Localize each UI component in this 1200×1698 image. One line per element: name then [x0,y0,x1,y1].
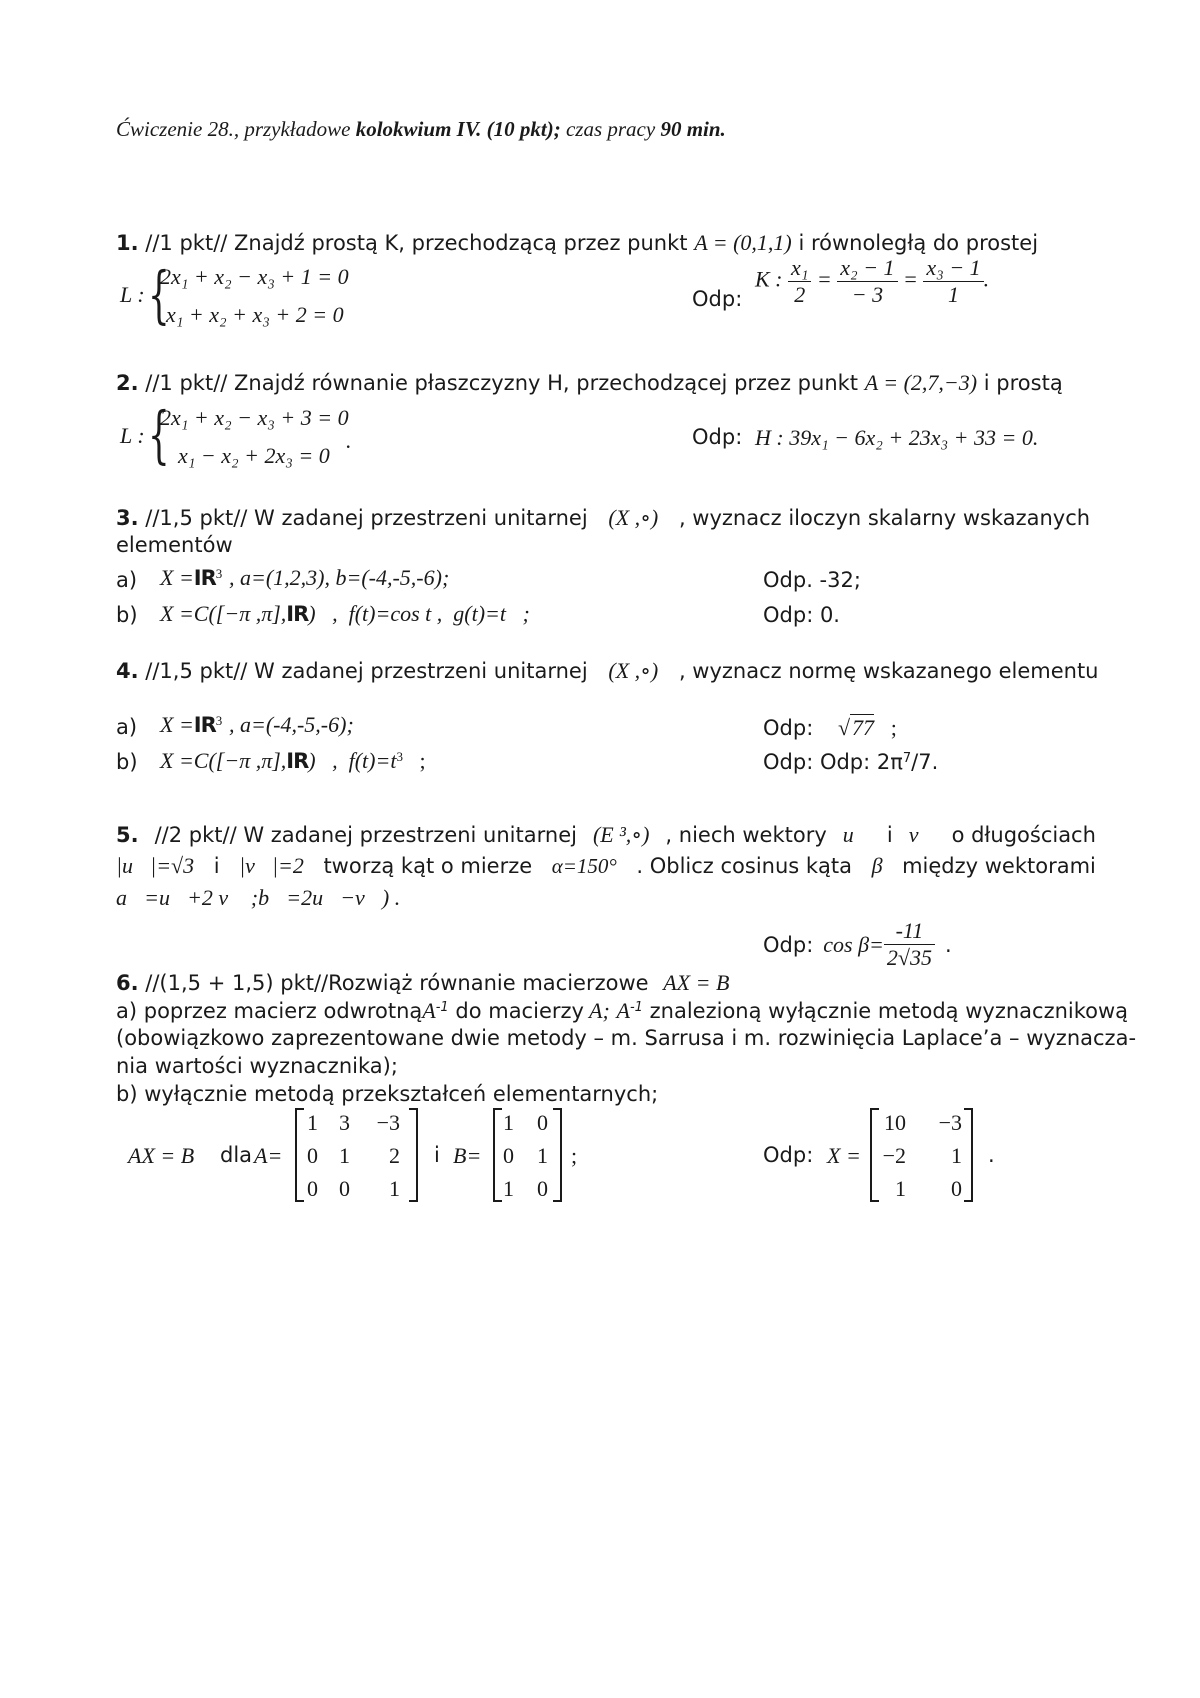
problem-6-answer-label: Odp: [763,1143,814,1167]
matrix-a-cell: 0 [307,1143,318,1168]
answer-text: Odp: Odp: 2π [763,750,903,774]
problem-2-equation-2: x₁ − x₂ + 2x₃ = 0 [178,443,330,468]
problem-6-line-a2: (obowiązkowo zaprezentowane dwie metody – m. Sarrusa i m. rozwinięcia Laplace’a – wyznacza- [116,1026,1137,1050]
matrix-a-cell: 1 [339,1143,350,1168]
problem-6-line-a3: nia wartości wyznacznika); [116,1054,398,1078]
title-time: 90 min. [660,117,726,141]
problem-5-text-f: między wektorami [902,854,1096,878]
matrix-a-cell: 1 [307,1110,318,1135]
functions: ) , f(t)=cos t , g(t)=t ; [308,601,530,626]
matrix-x-cell: 1 [951,1143,962,1168]
fraction-denominator: 2√35 [886,945,932,970]
function-space: X =C([−π ,π], [160,748,287,773]
matrix-a-right-bracket [409,1108,418,1202]
problem-2-dot: . [346,428,352,453]
problem-3-text: //1,5 pkt// W zadanej przestrzeni unitarnej [145,506,588,530]
answer-line-label: K : [755,266,783,292]
problem-1-tail: i równoległą do prostej [798,231,1039,255]
problem-5-text-d: tworzą kąt o mierze [323,854,533,878]
problem-5-text-a: //2 pkt// W zadanej przestrzeni unitarnej [154,823,577,847]
equals-2: = [903,266,918,292]
matrix-b-right-bracket [553,1108,562,1202]
vector-v: v⃗ [908,822,936,847]
angle-alpha: α=150° [551,854,617,878]
matrix-x-cell: −3 [938,1110,962,1135]
inverse-exponent-2: -1 [629,999,643,1015]
matrix-x-cell: −2 [882,1143,906,1168]
matrix-a-cell: 0 [307,1176,318,1201]
title-bold: kolokwium IV. (10 pkt); [355,117,561,141]
matrix-a-cell: 1 [389,1176,400,1201]
frac-2-den: − 3 [851,282,884,307]
problem-5-text-b: , niech wektory [665,823,827,847]
problem-3b-answer: Odp: 0. [763,603,840,627]
word-i: i [434,1143,440,1167]
matrix-a-cell: −3 [376,1110,400,1135]
problem-4a-answer [763,715,897,741]
problem-3a-expression [160,565,449,591]
space-x: X = [160,565,194,590]
problem-5-text-e: . Oblicz cosinus kąta [636,854,853,878]
problem-1-point: A = (0,1,1) [694,230,792,255]
problem-4b-answer [763,750,938,774]
problem-5-number: 5. [116,823,139,847]
problem-2-text: //1 pkt// Znajdź równanie płaszczyzny H, przechodzącej przez punkt [145,371,859,395]
frac-3-den: 1 [948,282,960,307]
problem-5-answer [763,918,952,971]
vector-u: u⃗ [842,822,871,847]
problem-3-tail: , wyznacz iloczyn skalarny wskazanych [678,506,1091,530]
problem-4-tail: , wyznacz normę wskazanego elementu [678,659,1099,683]
problem-2-point: A = (2,7,−3) [864,370,978,395]
matrix-a-label: A= [254,1143,283,1168]
real-numbers-symbol: IR [286,602,309,626]
title-prefix: Ćwiczenie 28., przykładowe [116,117,351,141]
answer-label: Odp: [763,932,814,957]
matrix-b-cell: 0 [503,1143,514,1168]
semicolon: ; [571,1143,578,1168]
problem-1-brace: { [148,258,170,331]
problem-1-equation-2: x₁ + x₂ + x₃ + 2 = 0 [166,302,344,327]
problem-2-number: 2. [116,371,139,395]
part-a-text-c: znalezioną wyłącznie metodą wyznacznikową [642,999,1129,1023]
semicolon: ; [402,748,426,773]
frac-1-den: 2 [794,282,806,307]
problem-4-statement [116,658,1098,684]
problem-3a-label: a) [116,568,138,592]
inverse-matrix-2: A [616,998,630,1023]
problem-4a-expression [160,712,354,738]
conjunction: i [886,823,893,847]
exponent: 3 [396,748,403,764]
function: ) , f(t)=t [308,748,397,773]
matrix-b-cell: 1 [503,1110,514,1135]
part-a-text: a) poprzez macierz odwrotną [116,999,423,1023]
problem-5-vectors: a⃗=u⃗+2 v⃗ ;b⃗=2u⃗−v⃗) . [116,885,401,910]
problem-6-line-b: b) wyłącznie metodą przekształceń elementarnych; [116,1082,659,1106]
function-space: X =C([−π ,π], [160,601,287,626]
problem-6-number: 6. [116,971,139,995]
vectors: , a=(1,2,3), b=(-4,-5,-6); [228,565,450,590]
problem-2-tail: i prostą [983,371,1063,395]
answer-label: Odp: [763,716,814,740]
matrix-a: A; [583,998,610,1023]
real-numbers-symbol: IR [193,713,216,737]
matrix-b-cell: 1 [537,1143,548,1168]
part-a-text-b: do macierzy [448,999,584,1023]
sqrt-value: 77 [852,715,875,740]
problem-3-space: (X ,∘) [608,505,659,530]
answer-end: /7. [911,750,939,774]
matrix-x-right-bracket [964,1108,973,1202]
problem-1-answer [755,255,989,308]
inverse-matrix: A [422,998,436,1023]
problem-1-equation-1: 2x₁ + x₂ − x₃ + 1 = 0 [160,264,349,289]
matrix-a-cell: 2 [389,1143,400,1168]
semicolon: ; [890,715,897,740]
inverse-exponent: -1 [435,999,449,1015]
matrix-b-label: B= [453,1143,482,1168]
problem-2-brace: { [148,398,170,471]
problem-3-text-line-2: elementów [116,533,233,557]
problem-4-space: (X ,∘) [608,658,659,683]
problem-2-statement [116,370,1063,396]
frac-1-num: x₁ [788,255,811,282]
sqrt-symbol: √ [837,715,851,740]
cos-beta: cos β= [823,931,884,957]
length-v: |v⃗|=2 [239,853,304,878]
problem-2-answer: H : 39x₁ − 6x₂ + 23x₃ + 33 = 0. [755,425,1039,450]
matrix-a-cell: 0 [339,1176,350,1201]
matrix-x-label: X = [827,1143,861,1168]
frac-2-num: x₂ − 1 [837,255,897,282]
space-x: X = [160,712,194,737]
real-numbers-symbol: IR [193,566,216,590]
problem-2-equation-1: 2x₁ + x₂ − x₃ + 3 = 0 [160,405,349,430]
problem-4-text: //1,5 pkt// W zadanej przestrzeni unitarnej [145,659,588,683]
problem-5-line-1 [116,822,1096,848]
problem-2-line-label: L : [120,423,145,448]
title-middle: czas pracy [565,117,656,141]
frac-3-num: x₃ − 1 [923,255,983,282]
exponent: 3 [215,712,223,728]
equals-1: = [816,266,832,292]
problem-4b-expression [160,748,426,774]
matrix-x-cell: 0 [951,1176,962,1201]
conjunction: i [213,854,220,878]
equation-ax-b: AX = B [128,1143,195,1168]
problem-1-number: 1. [116,231,139,255]
problem-4b-label: b) [116,750,138,774]
problem-5-text-c: o długościach [951,823,1096,847]
problem-4a-label: a) [116,715,138,739]
problem-2-answer-label: Odp: [692,425,743,449]
matrix-b-cell: 1 [503,1176,514,1201]
exponent: 3 [215,565,223,581]
problem-1-text: //1 pkt// Znajdź prostą K, przechodzącą przez punkt [145,231,688,255]
problem-6-line-a1 [116,998,1128,1024]
problem-3a-answer: Odp. -32; [763,568,861,592]
matrix-a-cell: 3 [339,1110,350,1135]
problem-3b-label: b) [116,603,138,627]
vector: , a=(-4,-5,-6); [228,712,354,737]
fraction-numerator: -11 [884,918,935,945]
problem-1-answer-label: Odp: [692,287,743,311]
problem-3b-expression [160,601,530,627]
real-numbers-symbol: IR [286,749,309,773]
problem-5-line-2 [116,853,1096,879]
problem-6-statement [116,970,729,996]
matrix-b-cell: 0 [537,1110,548,1135]
word-dla: dla [220,1143,253,1167]
problem-1-line-label: L : [120,282,145,307]
page-title [116,117,726,142]
problem-4-number: 4. [116,659,139,683]
answer-exponent: 7 [902,750,912,766]
matrix-x-cell: 10 [884,1110,906,1135]
problem-5-space: (E ³,∘) [592,822,650,847]
matrix-b-cell: 0 [537,1176,548,1201]
problem-3-statement [116,505,1090,531]
angle-beta: β [871,853,883,878]
dot: . [944,932,952,957]
answer-dot: . [983,266,990,292]
problem-6-text: //(1,5 + 1,5) pkt//Rozwiąż równanie macierzowe [145,971,649,995]
problem-1-statement [116,230,1038,256]
final-dot: . [988,1143,995,1167]
length-u: |u⃗|=√3 [116,853,195,878]
problem-3-number: 3. [116,506,139,530]
matrix-equation: AX = B [663,970,730,995]
matrix-x-cell: 1 [895,1176,906,1201]
